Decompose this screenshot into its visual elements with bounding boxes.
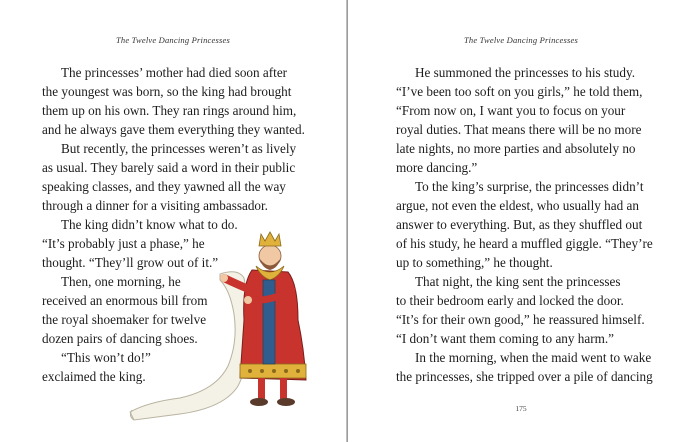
text-line: The princesses’ mother had died soon after: [61, 65, 288, 80]
text-line: To the king’s surprise, the princesses didn’t: [415, 179, 644, 194]
text-line: exclaimed the king.: [42, 369, 146, 384]
text-line: In the morning, when the maid went to wake: [415, 350, 652, 365]
text-line: to their bedroom early and locked the door.: [396, 293, 624, 308]
text-line: up to something,” he thought.: [396, 255, 553, 270]
text-line: answer to everything. But, as they shuffled out: [396, 217, 643, 232]
text-line: He summoned the princesses to his study.: [415, 65, 636, 80]
text-line: the youngest was born, so the king had brought: [42, 84, 292, 99]
crown-icon: [259, 232, 281, 246]
bill-scroll: [130, 272, 250, 420]
text-line: “I’ve been too soft on you girls,” he told them,: [396, 84, 643, 99]
text-line: dozen pairs of dancing shoes.: [42, 331, 198, 346]
text-line: received an enormous bill from: [42, 293, 208, 308]
text-line: “From now on, I want you to focus on your: [396, 103, 626, 118]
text-line: them up on his own. They ran rings around him,: [42, 103, 297, 118]
text-line: royal duties. That means there will be no more: [396, 122, 642, 137]
text-line: of his study, he heard a muffled giggle. “They’re: [396, 236, 653, 251]
text-line: the royal shoemaker for twelve: [42, 312, 207, 327]
king-with-scroll-illustration: [120, 228, 326, 428]
text-line: “I don’t want them coming to any harm.”: [396, 331, 615, 346]
page-number: 175: [515, 404, 527, 413]
left-page: [0, 0, 346, 442]
text-line: thought. “They’ll grow out of it.”: [42, 255, 219, 270]
text-line: That night, the king sent the princesses: [415, 274, 621, 289]
text-line: argue, not even the eldest, who usually had an: [396, 198, 639, 213]
text-line: The king didn’t know what to do.: [61, 217, 238, 232]
text-line: “It’s for their own good,” he reassured himself.: [396, 312, 645, 327]
text-line: speaking classes, and they yawned all the way: [42, 179, 286, 194]
text-line: But recently, the princesses weren’t as lively: [61, 141, 297, 156]
text-line: late nights, no more parties and absolutely no: [396, 141, 636, 156]
text-line: as usual. They barely said a word in their public: [42, 160, 296, 175]
text-line: “It’s probably just a phase,” he: [42, 236, 205, 251]
text-line: the princesses, she tripped over a pile of dancing: [396, 369, 653, 384]
running-head-right: The Twelve Dancing Princesses: [464, 35, 578, 45]
right-page: [348, 0, 694, 442]
text-line: Then, one morning, he: [61, 274, 181, 289]
text-line: through a dinner for a visiting ambassador.: [42, 198, 268, 213]
text-line: and he always gave them everything they wanted.: [42, 122, 305, 137]
running-head-left: The Twelve Dancing Princesses: [116, 35, 230, 45]
text-line: “This won’t do!”: [61, 350, 151, 365]
text-line: more dancing.”: [396, 160, 478, 175]
